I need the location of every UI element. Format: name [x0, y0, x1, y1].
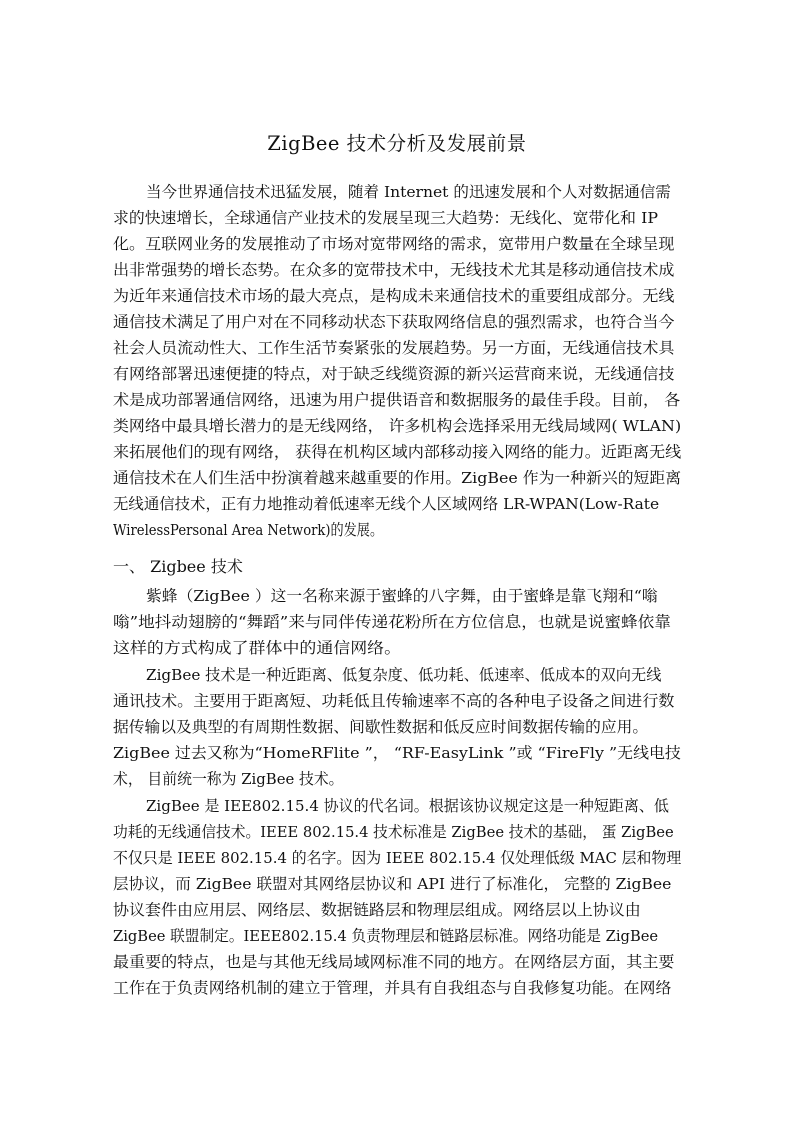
paragraph-line: 通信技术满足了用户对在不同移动状态下获取网络信息的强烈需求，也符合当今: [113, 313, 675, 331]
paragraph-line: 类网络中最具增长潜力的是无线网络， 许多机构会选择采用无线局域网( WLAN): [113, 417, 682, 435]
paragraph-line: 协议套件由应用层、网络层、数据链路层和物理层组成。网络层以上协议由: [113, 901, 641, 919]
paragraph-line: 功耗的无线通信技术。IEEE 802.15.4 技术标准是 ZigBee 技术的基础， 蛋 ZigBee: [113, 823, 674, 841]
paragraph-line: 紫蜂（ZigBee ）这一名称来源于蜜蜂的八字舞，由于蜜蜂是靠飞翔和“嗡: [146, 587, 658, 605]
paragraph-line: 有网络部署迅速便捷的特点，对于缺乏线缆资源的新兴运营商来说，无线通信技: [113, 365, 675, 383]
paragraph-line: 社会人员流动性大、工作生活节奏紧张的发展趋势。另一方面，无线通信技术具: [113, 339, 675, 357]
paragraph-line: 层协议，而 ZigBee 联盟对其网络层协议和 API 进行了标准化， 完整的 ZigBee: [113, 875, 672, 893]
paragraph-line: 化。互联网业务的发展推动了市场对宽带网络的需求，宽带用户数量在全球呈现: [113, 235, 675, 253]
paragraph-line: 工作在于负责网络机制的建立于管理，并具有自我组态与自我修复功能。在网络: [113, 979, 672, 997]
paragraph-line: 据传输以及典型的有周期性数据、间歇性数据和低反应时间数据传输的应用。: [113, 718, 649, 736]
paragraph-line: 嗡”地抖动翅膀的“舞蹈”来与同伴传递花粉所在方位信息，也就是说蜜蜂依靠: [113, 613, 671, 631]
paragraph-line: 无线通信技术，正有力地推动着低速率无线个人区域网络 LR-WPAN(Low-Rate: [113, 495, 660, 513]
paragraph-line: 术是成功部署通信网络，迅速为用户提供语音和数据服务的最佳手段。目前， 各: [113, 391, 681, 409]
paragraph-line: 出非常强势的增长态势。在众多的宽带技术中，无线技术尤其是移动通信技术成: [113, 261, 675, 279]
paragraph-line: 这样的方式构成了群体中的通信网络。: [113, 639, 402, 657]
paragraph-line: 为近年来通信技术市场的最大亮点，是构成未来通信技术的重要组成部分。无线: [113, 287, 675, 305]
section-heading: 一、 Zigbee 技术: [113, 557, 243, 576]
paragraph-line: 当今世界通信技术迅猛发展，随着 Internet 的迅速发展和个人对数据通信需: [146, 183, 671, 201]
paragraph-line: ZigBee 联盟制定。IEEE802.15.4 负责物理层和链路层标准。网络功能是 ZigBee: [113, 927, 659, 945]
paragraph-line: 最重要的特点，也是与其他无线局域网标准不同的地方。在网络层方面，其主要: [113, 953, 675, 971]
paragraph-line: 来拓展他们的现有网络， 获得在机构区域内部移动接入网络的能力。近距离无线: [113, 443, 682, 461]
paragraph-line: 求的快速增长，全球通信产业技术的发展呈现三大趋势：无线化、宽带化和 IP: [113, 209, 658, 227]
paragraph-line: 不仅只是 IEEE 802.15.4 的名字。因为 IEEE 802.15.4 仅处理低级 MAC 层和物理: [113, 849, 682, 867]
document-title: ZigBee 技术分析及发展前景: [267, 132, 527, 155]
paragraph-line: ZigBee 是 IEE802.15.4 协议的代名词。根据该协议规定这是一种短距离、低: [146, 797, 669, 815]
paragraph-line: ZigBee 技术是一种近距离、低复杂度、低功耗、低速率、低成本的双向无线: [146, 666, 662, 684]
paragraph-line: 通信技术在人们生活中扮演着越来越重要的作用。ZigBee 作为一种新兴的短距离: [113, 469, 682, 487]
paragraph-line: WirelessPersonal Area Network)的发展。: [113, 521, 384, 539]
paragraph-line: 通讯技术。主要用于距离短、功耗低且传输速率不高的各种电子设备之间进行数: [113, 692, 675, 710]
paragraph-line: 术， 目前统一称为 ZigBee 技术。: [113, 770, 344, 788]
paragraph-line: ZigBee 过去又称为“HomeRFlite ”， “RF-EasyLink ”或 “FireFly ”无线电技: [113, 744, 681, 762]
